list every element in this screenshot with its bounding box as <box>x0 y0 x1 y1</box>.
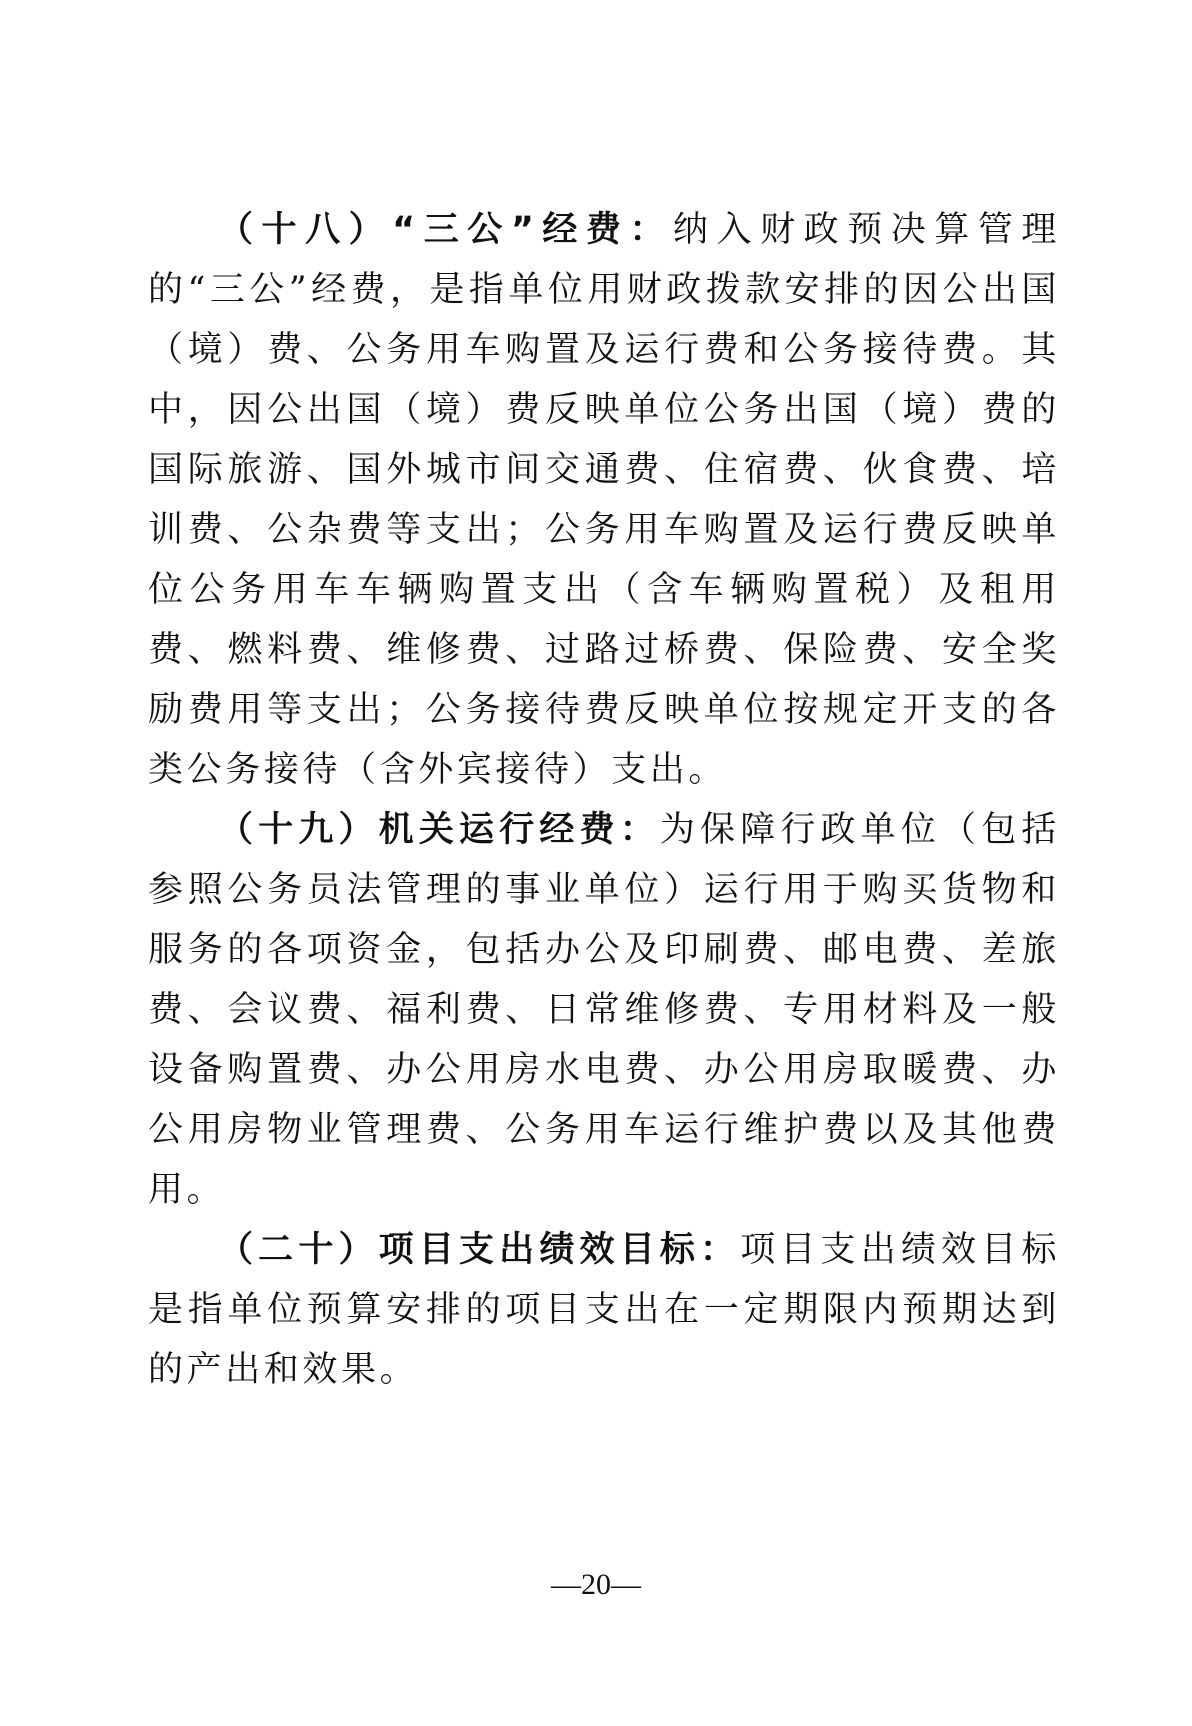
paragraph-text: 项目支出绩效目标是指单位预算安排的项目支出在一定期限内预期达到的产出和效果。 <box>148 1230 1060 1390</box>
page-number: —20— <box>551 1568 641 1601</box>
document-body <box>148 200 1060 1400</box>
paragraph-san-gong-expenses <box>148 200 1060 800</box>
paragraph-agency-operating-expenses <box>148 800 1060 1220</box>
paragraph-heading: （二十）项目支出绩效目标： <box>218 1230 741 1270</box>
paragraph-text: 为保障行政单位（包括参照公务员法管理的事业单位）运行用于购买货物和服务的各项资金，包括办公及印刷费、邮电费、差旅费、会议费、福利费、日常维修费、专用材料及一般设备购置费、办公用房水电费、办公用房取暖费、办公用房物业管理费、公务用车运行维护费以及其他费用。 <box>148 810 1060 1210</box>
paragraph-heading: （十九）机关运行经费： <box>218 810 660 850</box>
paragraph-heading: （十八）“三公”经费： <box>218 210 674 250</box>
paragraph-project-performance-goals <box>148 1220 1060 1400</box>
paragraph-text: 纳入财政预决算管理的“三公”经费，是指单位用财政拨款安排的因公出国（境）费、公务用车购置及运行费和公务接待费。其中，因公出国（境）费反映单位公务出国（境）费的国际旅游、国外城市间交通费、住宿费、伙食费、培训费、公杂费等支出；公务用车购置及运行费反映单位公务用车车辆购置支出（含车辆购置税）及租用费、燃料费、维修费、过路过桥费、保险费、安全奖励费用等支出；公务接待费反映单位按规定开支的各类公务接待（含外宾接待）支出。 <box>148 210 1061 790</box>
